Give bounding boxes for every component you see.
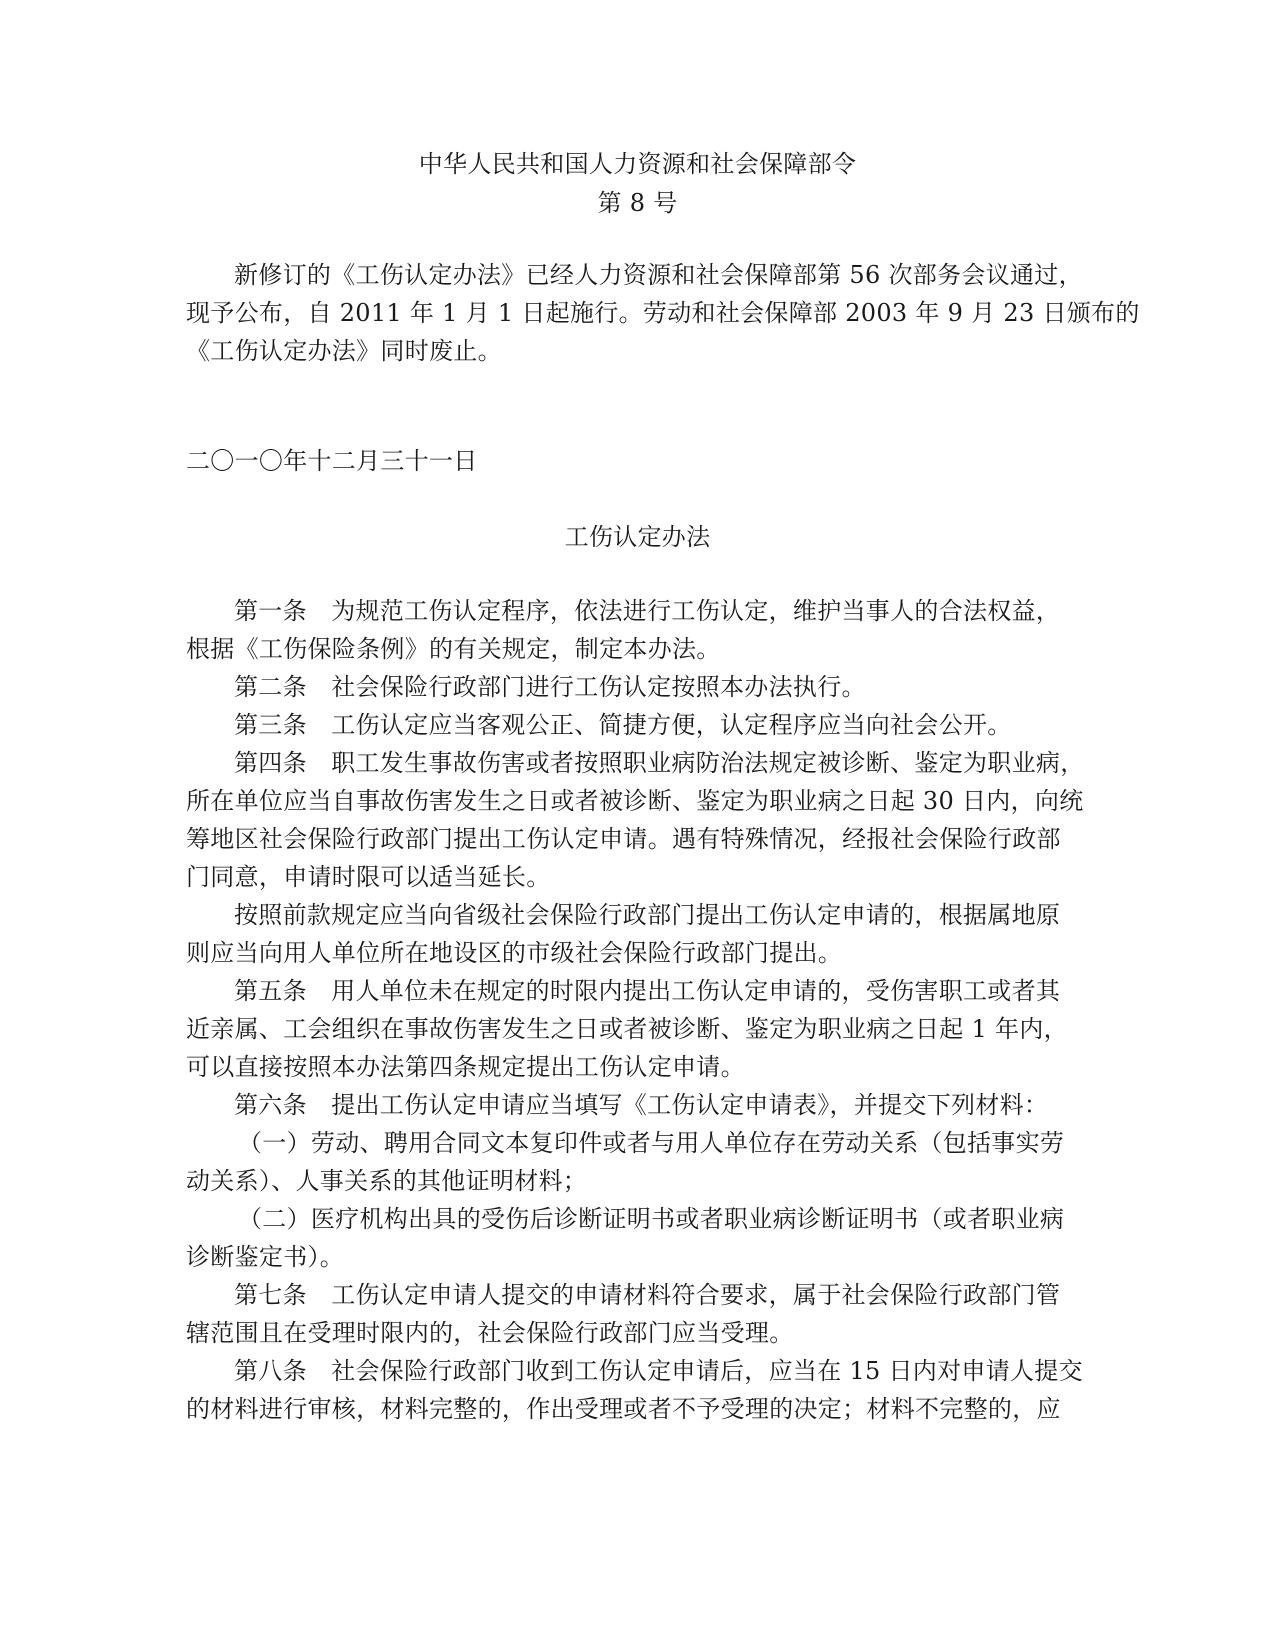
article-4-line: 所在单位应当自事故伤害发生之日或者被诊断、鉴定为职业病之日起 30 日内，向统: [186, 787, 1084, 815]
article-5-line: 近亲属、工会组织在事故伤害发生之日或者被诊断、鉴定为职业病之日起 1 年内，: [186, 1015, 1068, 1043]
article-5-line: 可以直接按照本办法第四条规定提出工伤认定申请。: [186, 1053, 745, 1081]
article-8-line: 的材料进行审核，材料完整的，作出受理或者不予受理的决定；材料不完整的，应: [186, 1395, 1061, 1423]
article-1-line: 第一条 为规范工伤认定程序，依法进行工伤认定，维护当事人的合法权益，: [234, 597, 1061, 625]
article-1-line: 根据《工伤保险条例》的有关规定，制定本办法。: [186, 635, 721, 663]
document-title: 工伤认定办法: [564, 523, 711, 551]
article-4-para2-line: 则应当向用人单位所在地设区的市级社会保险行政部门提出。: [186, 939, 843, 967]
article-6-line: 第六条 提出工伤认定申请应当填写《工伤认定申请表》，并提交下列材料：: [234, 1091, 1049, 1119]
article-7-line: 辖范围且在受理时限内的，社会保险行政部门应当受理。: [186, 1319, 794, 1347]
article-7-line: 第七条 工伤认定申请人提交的申请材料符合要求，属于社会保险行政部门管: [234, 1281, 1061, 1309]
preamble-line: 现予公布，自 2011 年 1 月 1 日起施行。劳动和社会保障部 2003 年 9 月 23 日颁布的: [186, 299, 1140, 327]
article-6-item-1-line: 动关系）、人事关系的其他证明材料；: [186, 1167, 588, 1195]
decree-number: 第 8 号: [597, 189, 678, 217]
article-2-line: 第二条 社会保险行政部门进行工伤认定按照本办法执行。: [234, 673, 866, 701]
article-4-line: 门同意，申请时限可以适当延长。: [186, 863, 551, 891]
article-6-item-2-line: （二）医疗机构出具的受伤后诊断证明书或者职业病诊断证明书（或者职业病: [238, 1205, 1065, 1233]
decree-title: 中华人民共和国人力资源和社会保障部令: [418, 150, 857, 178]
article-4-line: 第四条 职工发生事故伤害或者按照职业病防治法规定被诊断、鉴定为职业病，: [234, 749, 1085, 777]
article-6-item-1-line: （一）劳动、聘用合同文本复印件或者与用人单位存在劳动关系（包括事实劳: [238, 1129, 1065, 1157]
article-8-line: 第八条 社会保险行政部门收到工伤认定申请后，应当在 15 日内对申请人提交: [234, 1357, 1083, 1385]
article-6-item-2-line: 诊断鉴定书）。: [186, 1243, 345, 1271]
preamble-line: 新修订的《工伤认定办法》已经人力资源和社会保障部第 56 次部务会议通过，: [234, 261, 1083, 289]
preamble-line: 《工伤认定办法》同时废止。: [186, 337, 502, 365]
article-3-line: 第三条 工伤认定应当客观公正、简捷方便，认定程序应当向社会公开。: [234, 711, 1012, 739]
article-4-line: 筹地区社会保险行政部门提出工伤认定申请。遇有特殊情况，经报社会保险行政部: [186, 825, 1061, 853]
article-4-para2-line: 按照前款规定应当向省级社会保险行政部门提出工伤认定申请的，根据属地原: [234, 901, 1061, 929]
article-5-line: 第五条 用人单位未在规定的时限内提出工伤认定申请的，受伤害职工或者其: [234, 977, 1061, 1005]
issue-date: 二〇一〇年十二月三十一日: [186, 447, 478, 475]
